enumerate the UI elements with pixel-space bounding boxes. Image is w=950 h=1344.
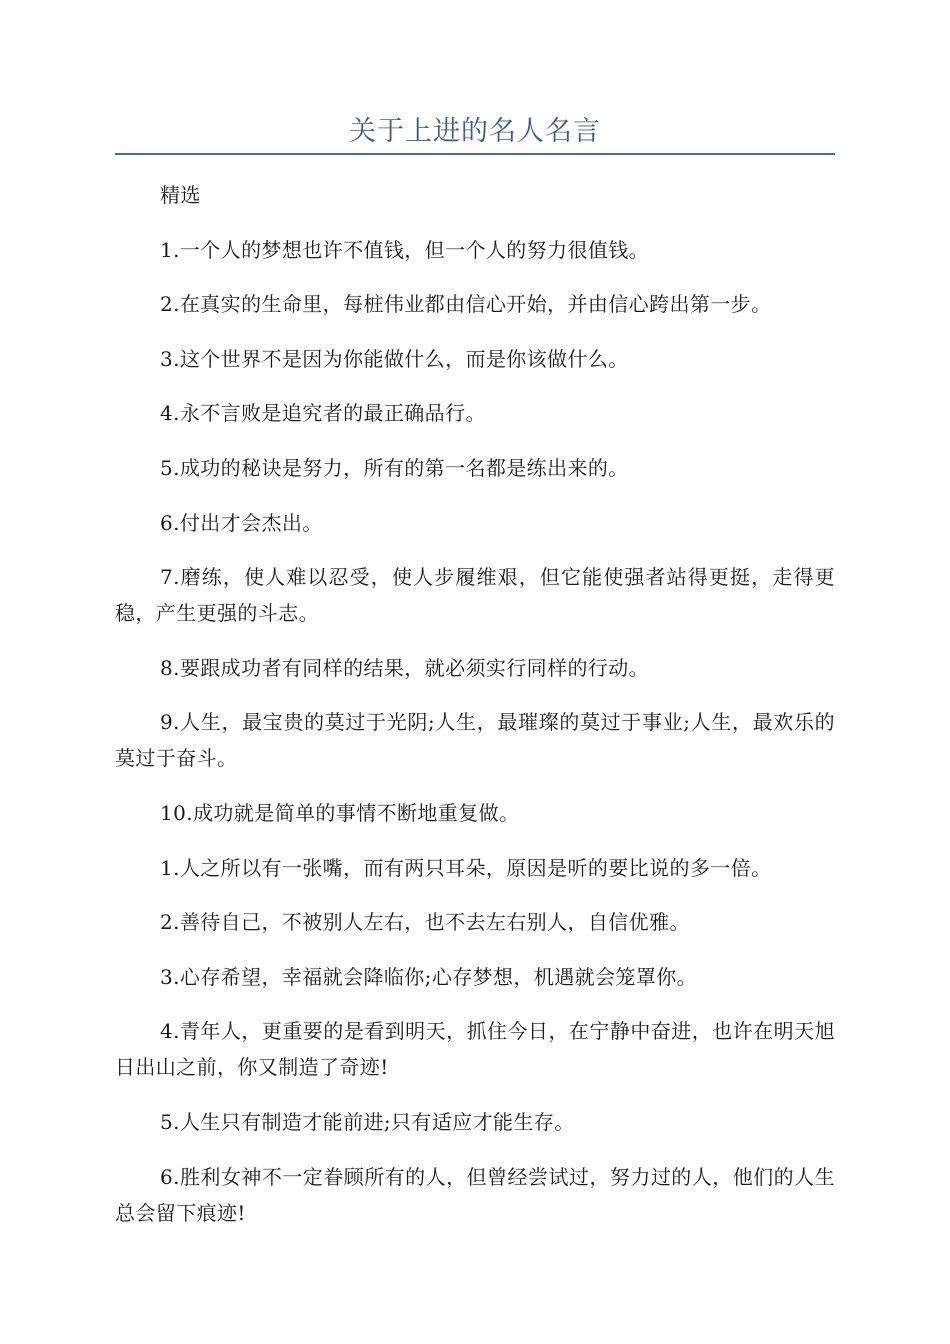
paragraph-quote: 4.青年人，更重要的是看到明天，抓住今日，在宁静中奋进，也许在明天旭日出山之前，你又制造了奇迹! [115, 1019, 835, 1080]
paragraph-quote: 10.成功就是简单的事情不断地重复做。 [160, 800, 520, 825]
paragraph-quote: 3.心存希望，幸福就会降临你;心存梦想，机遇就会笼罩你。 [160, 964, 698, 989]
paragraph-quote: 8.要跟成功者有同样的结果，就必须实行同样的行动。 [160, 655, 650, 680]
paragraph-intro: 精选 [160, 183, 201, 207]
paragraph-quote: 5.成功的秘诀是努力，所有的第一名都是练出来的。 [160, 455, 629, 480]
title-underline [115, 153, 835, 155]
paragraph-quote: 2.善待自己，不被别人左右，也不去左右别人，自信优雅。 [160, 910, 690, 935]
paragraph-quote: 1.人之所以有一张嘴，而有两只耳朵，原因是听的要比说的多一倍。 [160, 855, 772, 880]
paragraph-quote: 9.人生，最宝贵的莫过于光阴;人生，最璀璨的莫过于事业;人生，最欢乐的莫过于奋斗。 [115, 710, 835, 771]
paragraph-quote: 7.磨练，使人难以忍受，使人步履维艰，但它能使强者站得更挺，走得更稳，产生更强的斗志。 [115, 565, 835, 626]
paragraph-quote: 2.在真实的生命里，每桩伟业都由信心开始，并由信心跨出第一步。 [160, 292, 772, 317]
paragraph-quote: 4.永不言败是追究者的最正确品行。 [160, 401, 486, 426]
paragraph-quote: 3.这个世界不是因为你能做什么，而是你该做什么。 [160, 346, 629, 371]
paragraph-quote: 6.付出才会杰出。 [160, 510, 323, 535]
document-body [115, 177, 835, 1249]
document-title: 关于上进的名人名言 [349, 116, 601, 147]
paragraph-quote: 1.一个人的梦想也许不值钱，但一个人的努力很值钱。 [160, 237, 650, 262]
paragraph-quote: 5.人生只有制造才能前进;只有适应才能生存。 [160, 1109, 575, 1134]
paragraph-quote: 6.胜利女神不一定眷顾所有的人，但曾经尝试过，努力过的人，他们的人生总会留下痕迹! [115, 1164, 835, 1225]
